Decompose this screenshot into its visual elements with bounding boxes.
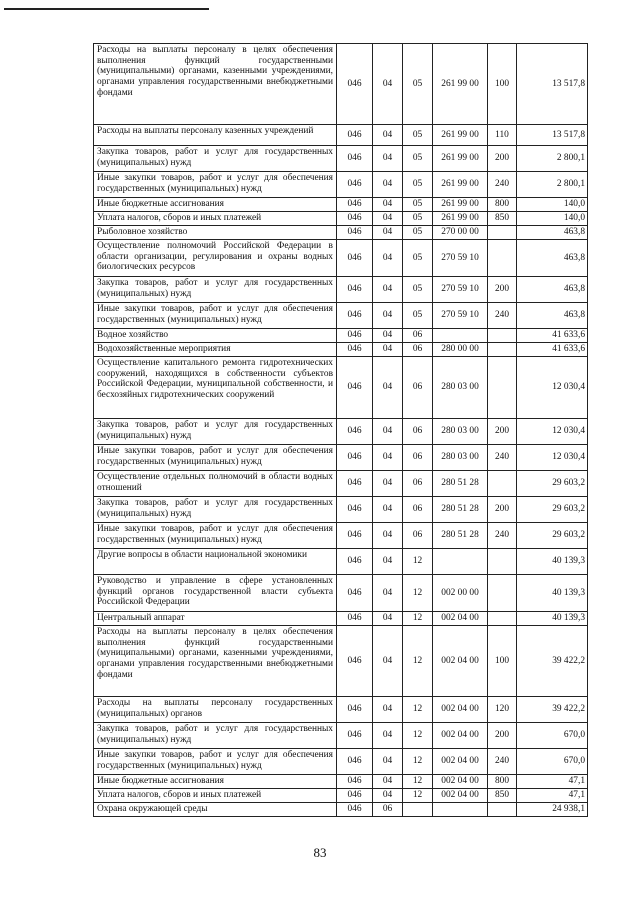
row-target-article: 002 00 00 — [433, 575, 488, 612]
row-subsection-code — [403, 803, 433, 817]
row-name: Уплата налогов, сборов и иных платежей — [94, 212, 337, 226]
budget-table — [93, 43, 588, 817]
row-target-article: 261 99 00 — [433, 212, 488, 226]
table-row — [94, 146, 588, 172]
row-subsection-code: 06 — [403, 497, 433, 523]
row-amount: 29 603,2 — [517, 523, 588, 549]
row-section-code: 04 — [373, 419, 403, 445]
table-row — [94, 626, 588, 697]
table-row — [94, 240, 588, 277]
row-section-code: 04 — [373, 212, 403, 226]
row-section-code: 06 — [373, 803, 403, 817]
row-subsection-code: 06 — [403, 357, 433, 419]
table-row — [94, 212, 588, 226]
row-section-code: 04 — [373, 329, 403, 343]
row-name: Иные закупки товаров, работ и услуг для обеспечения государственных (муниципальных) нужд — [94, 445, 337, 471]
row-expense-type — [488, 240, 517, 277]
row-ved-code: 046 — [337, 303, 373, 329]
row-amount: 670,0 — [517, 723, 588, 749]
row-amount: 39 422,2 — [517, 697, 588, 723]
row-expense-type: 120 — [488, 697, 517, 723]
table-row — [94, 277, 588, 303]
row-ved-code: 046 — [337, 549, 373, 575]
row-name: Закупка товаров, работ и услуг для государственных (муниципальных) нужд — [94, 419, 337, 445]
table-row — [94, 419, 588, 445]
row-expense-type: 240 — [488, 172, 517, 198]
row-amount: 2 800,1 — [517, 172, 588, 198]
row-amount: 463,8 — [517, 277, 588, 303]
row-target-article — [433, 803, 488, 817]
row-expense-type: 850 — [488, 212, 517, 226]
row-subsection-code: 06 — [403, 329, 433, 343]
row-subsection-code: 05 — [403, 277, 433, 303]
row-ved-code: 046 — [337, 697, 373, 723]
row-amount: 12 030,4 — [517, 357, 588, 419]
row-target-article — [433, 549, 488, 575]
row-name: Закупка товаров, работ и услуг для государственных (муниципальных) нужд — [94, 146, 337, 172]
row-amount: 47,1 — [517, 789, 588, 803]
page-number: 83 — [313, 845, 327, 860]
row-target-article: 002 04 00 — [433, 626, 488, 697]
row-subsection-code: 12 — [403, 612, 433, 626]
row-section-code: 04 — [373, 357, 403, 419]
row-name: Уплата налогов, сборов и иных платежей — [94, 789, 337, 803]
table-row — [94, 303, 588, 329]
row-target-article: 002 04 00 — [433, 749, 488, 775]
row-target-article: 280 00 00 — [433, 343, 488, 357]
row-subsection-code: 06 — [403, 343, 433, 357]
row-subsection-code: 05 — [403, 146, 433, 172]
row-section-code: 04 — [373, 277, 403, 303]
row-subsection-code: 06 — [403, 523, 433, 549]
row-expense-type — [488, 343, 517, 357]
row-expense-type — [488, 575, 517, 612]
row-expense-type — [488, 471, 517, 497]
table-row — [94, 697, 588, 723]
row-target-article: 002 04 00 — [433, 697, 488, 723]
row-ved-code: 046 — [337, 44, 373, 125]
row-subsection-code: 05 — [403, 172, 433, 198]
row-amount: 47,1 — [517, 775, 588, 789]
row-name: Расходы на выплаты персоналу казенных учреждений — [94, 125, 337, 146]
row-name: Расходы на выплаты персоналу в целях обеспечения выполнения функций государственными (муниципальными) органами, казенными учреждениями, органами управления государственными внебюджетными фондами — [94, 626, 337, 697]
row-amount: 39 422,2 — [517, 626, 588, 697]
row-section-code: 04 — [373, 775, 403, 789]
row-expense-type: 800 — [488, 775, 517, 789]
row-section-code: 04 — [373, 549, 403, 575]
row-name: Закупка товаров, работ и услуг для государственных (муниципальных) нужд — [94, 277, 337, 303]
row-section-code: 04 — [373, 749, 403, 775]
row-subsection-code: 12 — [403, 789, 433, 803]
row-section-code: 04 — [373, 723, 403, 749]
row-target-article: 280 03 00 — [433, 445, 488, 471]
row-expense-type: 100 — [488, 44, 517, 125]
row-ved-code: 046 — [337, 419, 373, 445]
row-expense-type — [488, 226, 517, 240]
row-name: Охрана окружающей среды — [94, 803, 337, 817]
row-target-article: 261 99 00 — [433, 146, 488, 172]
row-target-article: 270 59 10 — [433, 277, 488, 303]
row-expense-type: 200 — [488, 723, 517, 749]
table-row — [94, 775, 588, 789]
row-subsection-code: 05 — [403, 240, 433, 277]
table-row — [94, 612, 588, 626]
row-section-code: 04 — [373, 343, 403, 357]
row-target-article: 280 03 00 — [433, 357, 488, 419]
row-subsection-code: 05 — [403, 198, 433, 212]
row-ved-code: 046 — [337, 626, 373, 697]
row-amount: 41 633,6 — [517, 329, 588, 343]
row-expense-type: 850 — [488, 789, 517, 803]
row-section-code: 04 — [373, 575, 403, 612]
row-amount: 2 800,1 — [517, 146, 588, 172]
row-expense-type: 200 — [488, 146, 517, 172]
row-target-article: 261 99 00 — [433, 172, 488, 198]
row-target-article: 270 59 10 — [433, 240, 488, 277]
row-amount: 40 139,3 — [517, 549, 588, 575]
row-ved-code: 046 — [337, 523, 373, 549]
row-expense-type: 800 — [488, 198, 517, 212]
row-amount: 40 139,3 — [517, 575, 588, 612]
row-amount: 13 517,8 — [517, 125, 588, 146]
table-row — [94, 445, 588, 471]
table-row — [94, 789, 588, 803]
row-expense-type: 200 — [488, 419, 517, 445]
row-amount: 140,0 — [517, 212, 588, 226]
row-name: Иные бюджетные ассигнования — [94, 775, 337, 789]
row-expense-type: 240 — [488, 749, 517, 775]
row-section-code: 04 — [373, 523, 403, 549]
row-name: Водохозяйственные мероприятия — [94, 343, 337, 357]
row-subsection-code: 05 — [403, 212, 433, 226]
row-target-article — [433, 329, 488, 343]
row-section-code: 04 — [373, 626, 403, 697]
row-ved-code: 046 — [337, 749, 373, 775]
row-target-article: 280 51 28 — [433, 523, 488, 549]
row-target-article: 261 99 00 — [433, 44, 488, 125]
row-name: Закупка товаров, работ и услуг для государственных (муниципальных) нужд — [94, 497, 337, 523]
row-expense-type: 240 — [488, 303, 517, 329]
row-subsection-code: 05 — [403, 303, 433, 329]
row-expense-type: 110 — [488, 125, 517, 146]
table-row — [94, 329, 588, 343]
row-expense-type: 240 — [488, 445, 517, 471]
row-section-code: 04 — [373, 44, 403, 125]
row-name: Расходы на выплаты персоналу в целях обеспечения выполнения функций государственными (муниципальными) органами, казенными учреждениями, органами управления государственными внебюджетными фондами — [94, 44, 337, 125]
row-name: Осуществление отдельных полномочий в области водных отношений — [94, 471, 337, 497]
row-expense-type: 200 — [488, 497, 517, 523]
row-amount: 41 633,6 — [517, 343, 588, 357]
table-row — [94, 343, 588, 357]
row-ved-code: 046 — [337, 125, 373, 146]
row-subsection-code: 06 — [403, 419, 433, 445]
row-amount: 12 030,4 — [517, 445, 588, 471]
table-row — [94, 198, 588, 212]
row-name: Водное хозяйство — [94, 329, 337, 343]
row-ved-code: 046 — [337, 789, 373, 803]
row-amount: 12 030,4 — [517, 419, 588, 445]
row-ved-code: 046 — [337, 277, 373, 303]
row-subsection-code: 12 — [403, 697, 433, 723]
row-ved-code: 046 — [337, 575, 373, 612]
table-row — [94, 172, 588, 198]
row-ved-code: 046 — [337, 212, 373, 226]
row-ved-code: 046 — [337, 445, 373, 471]
row-subsection-code: 12 — [403, 749, 433, 775]
row-ved-code: 046 — [337, 240, 373, 277]
row-target-article: 270 59 10 — [433, 303, 488, 329]
row-amount: 13 517,8 — [517, 44, 588, 125]
row-section-code: 04 — [373, 198, 403, 212]
row-amount: 463,8 — [517, 303, 588, 329]
row-ved-code: 046 — [337, 357, 373, 419]
row-amount: 29 603,2 — [517, 471, 588, 497]
row-name: Рыболовное хозяйство — [94, 226, 337, 240]
row-section-code: 04 — [373, 226, 403, 240]
row-expense-type: 100 — [488, 626, 517, 697]
row-amount: 670,0 — [517, 749, 588, 775]
row-expense-type — [488, 329, 517, 343]
row-section-code: 04 — [373, 146, 403, 172]
row-name: Расходы на выплаты персоналу государственных (муниципальных) органов — [94, 697, 337, 723]
row-name: Иные закупки товаров, работ и услуг для обеспечения государственных (муниципальных) нужд — [94, 303, 337, 329]
row-name: Иные закупки товаров, работ и услуг для обеспечения государственных (муниципальных) нужд — [94, 523, 337, 549]
row-ved-code: 046 — [337, 343, 373, 357]
row-section-code: 04 — [373, 172, 403, 198]
row-name: Закупка товаров, работ и услуг для государственных (муниципальных) нужд — [94, 723, 337, 749]
row-ved-code: 046 — [337, 723, 373, 749]
row-name: Руководство и управление в сфере установленных функций органов государственной власти субъекта Российской Федерации — [94, 575, 337, 612]
row-target-article: 261 99 00 — [433, 198, 488, 212]
row-section-code: 04 — [373, 789, 403, 803]
table-row — [94, 44, 588, 125]
row-target-article: 002 04 00 — [433, 789, 488, 803]
row-section-code: 04 — [373, 303, 403, 329]
row-expense-type — [488, 357, 517, 419]
row-section-code: 04 — [373, 612, 403, 626]
row-section-code: 04 — [373, 697, 403, 723]
row-ved-code: 046 — [337, 471, 373, 497]
table-row — [94, 575, 588, 612]
table-row — [94, 497, 588, 523]
row-expense-type — [488, 803, 517, 817]
row-target-article: 002 04 00 — [433, 723, 488, 749]
row-target-article: 270 00 00 — [433, 226, 488, 240]
row-name: Иные бюджетные ассигнования — [94, 198, 337, 212]
table-body — [94, 44, 588, 817]
row-subsection-code: 12 — [403, 626, 433, 697]
table-row — [94, 749, 588, 775]
row-subsection-code: 12 — [403, 549, 433, 575]
table-row — [94, 226, 588, 240]
row-name: Осуществление полномочий Российской Федерации в области организации, регулирования и охраны водных биологических ресурсов — [94, 240, 337, 277]
table-row — [94, 723, 588, 749]
row-name: Осуществление капитального ремонта гидротехнических сооружений, находящихся в собственности субъектов Российской Федерации, муниципальной собственности, и бесхозяйных гидротехнических сооружений — [94, 357, 337, 419]
table-row — [94, 523, 588, 549]
row-expense-type — [488, 612, 517, 626]
row-ved-code: 046 — [337, 226, 373, 240]
row-subsection-code: 05 — [403, 44, 433, 125]
table-row — [94, 357, 588, 419]
row-subsection-code: 12 — [403, 575, 433, 612]
row-target-article: 280 51 28 — [433, 471, 488, 497]
row-name: Иные закупки товаров, работ и услуг для обеспечения государственных (муниципальных) нужд — [94, 172, 337, 198]
row-section-code: 04 — [373, 445, 403, 471]
row-target-article: 002 04 00 — [433, 612, 488, 626]
table-row — [94, 471, 588, 497]
row-section-code: 04 — [373, 497, 403, 523]
row-section-code: 04 — [373, 471, 403, 497]
row-ved-code: 046 — [337, 775, 373, 789]
row-subsection-code: 05 — [403, 226, 433, 240]
row-section-code: 04 — [373, 125, 403, 146]
row-subsection-code: 05 — [403, 125, 433, 146]
row-expense-type — [488, 549, 517, 575]
row-section-code: 04 — [373, 240, 403, 277]
row-name: Другие вопросы в области национальной экономики — [94, 549, 337, 575]
table-row — [94, 125, 588, 146]
row-expense-type: 240 — [488, 523, 517, 549]
row-amount: 40 139,3 — [517, 612, 588, 626]
table-row — [94, 549, 588, 575]
row-target-article: 261 99 00 — [433, 125, 488, 146]
row-subsection-code: 12 — [403, 775, 433, 789]
row-amount: 463,8 — [517, 226, 588, 240]
row-amount: 24 938,1 — [517, 803, 588, 817]
row-name: Иные закупки товаров, работ и услуг для обеспечения государственных (муниципальных) нужд — [94, 749, 337, 775]
row-ved-code: 046 — [337, 146, 373, 172]
row-target-article: 002 04 00 — [433, 775, 488, 789]
row-name: Центральный аппарат — [94, 612, 337, 626]
row-subsection-code: 06 — [403, 471, 433, 497]
row-target-article: 280 03 00 — [433, 419, 488, 445]
row-ved-code: 046 — [337, 803, 373, 817]
row-ved-code: 046 — [337, 198, 373, 212]
row-ved-code: 046 — [337, 329, 373, 343]
row-amount: 463,8 — [517, 240, 588, 277]
row-target-article: 280 51 28 — [433, 497, 488, 523]
row-amount: 29 603,2 — [517, 497, 588, 523]
row-ved-code: 046 — [337, 172, 373, 198]
row-ved-code: 046 — [337, 612, 373, 626]
row-ved-code: 046 — [337, 497, 373, 523]
row-amount: 140,0 — [517, 198, 588, 212]
top-rule — [4, 8, 209, 10]
table-row — [94, 803, 588, 817]
row-subsection-code: 12 — [403, 723, 433, 749]
row-subsection-code: 06 — [403, 445, 433, 471]
row-expense-type: 200 — [488, 277, 517, 303]
